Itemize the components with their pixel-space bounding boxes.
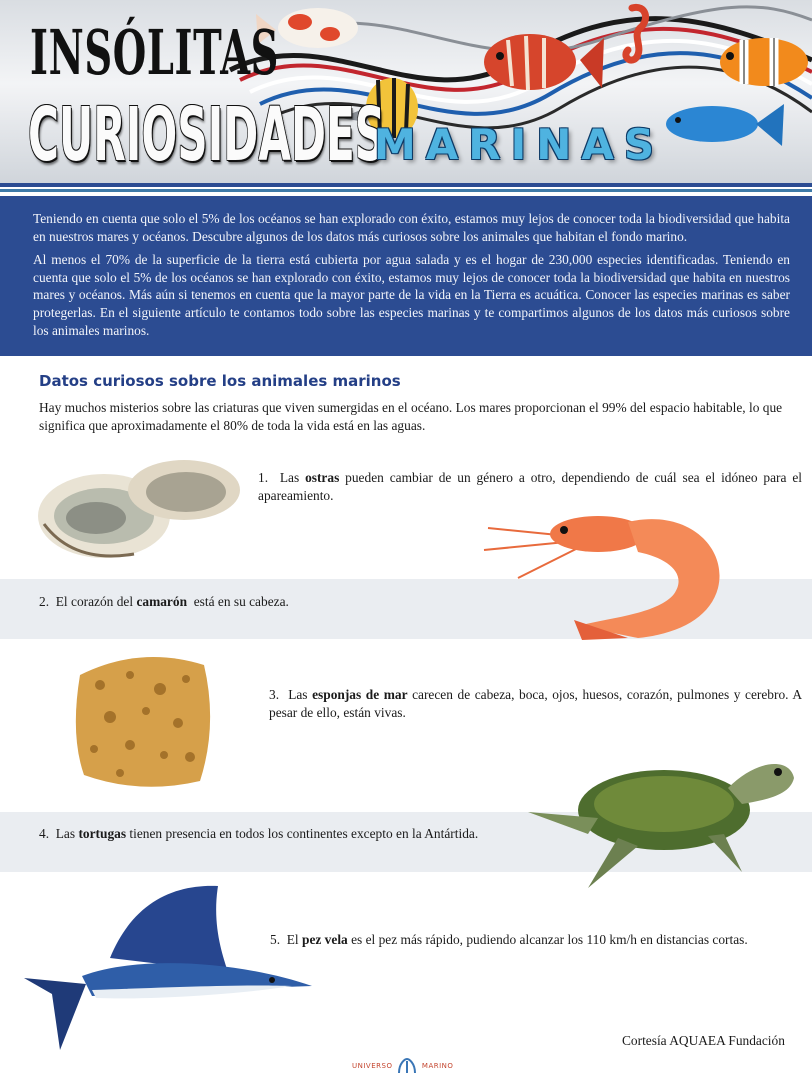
section-text: Hay muchos misterios sobre las criaturas que viven sumergidas en el océano. Los mares proporcionan el 99% del espacio habitable, lo que significa que aproximadamente el 80% de toda la vida está en las aguas. [39, 400, 783, 433]
fact-text: pueden cambiar de un género a otro, dependiendo de cuál sea el idóneo para el apareamiento. [258, 470, 802, 503]
blue-fish-icon [666, 104, 784, 146]
fact-number: 2. [39, 594, 50, 609]
title-marinas: MARINAS [374, 120, 665, 169]
section-heading: Datos curiosos sobre los animales marinos [39, 372, 401, 390]
logo-text-left: UNIVERSO [352, 1062, 393, 1070]
sponge-image [60, 645, 220, 793]
credit-text: Cortesía AQUAEA Fundación [622, 1033, 785, 1048]
fact-1 [258, 469, 802, 505]
header-banner [0, 0, 812, 186]
fact-text: El corazón del [55, 594, 137, 609]
fact-text: está en su cabeza. [187, 594, 289, 609]
fact-text: Las [288, 687, 313, 702]
intro-paragraph-2: Al menos el 70% de la superficie de la tierra está cubierta por agua salada y es el hogar de 230,000 especies identificadas. Teniendo en cuenta que solo el 5% de los océanos se han explorado con éxito, estamos muy lejos de conocer toda la biodiversidad que habita en nuestros mares y océanos. Más aún si tenemos en cuenta que la mayor parte de la vida en la Tierra es acuática. Conocer las especies marinas es saber protegerlas. En el siguiente artículo te contamos todo sobre las especies marinas y te compartimos algunos de los datos más curiosos sobre los animales marinos. [33, 252, 790, 338]
title-curiosidades: CURIOSIDADES [28, 92, 386, 178]
intro-paragraph-1: Teniendo en cuenta que solo el 5% de los océanos se han explorado con éxito, estamos muy lejos de conocer toda la biodiversidad que habita en nuestros mares y océanos. Descubre algunos de los datos más curiosos sobre los animales que habitan el fondo marino. [33, 211, 790, 244]
fact-5 [270, 931, 800, 949]
fact-number: 4. [39, 826, 50, 841]
fact-keyword: pez vela [302, 932, 348, 947]
shrimp-image [478, 508, 736, 648]
sailfish-image [22, 884, 314, 1054]
fact-keyword: camarón [136, 594, 188, 609]
fact-keyword: esponjas de mar [312, 687, 408, 702]
fact-text: carecen de cabeza, boca, ojos, huesos, corazón, pulmones y cerebro. A pesar de ello, están vivas. [269, 687, 802, 720]
intro-box [0, 196, 812, 356]
fact-text: es el pez más rápido, pudiendo alcanzar los 110 km/h en distancias cortas. [347, 932, 748, 947]
fact-4 [39, 825, 539, 843]
fact-text: Las [55, 826, 79, 841]
turtle-image [528, 738, 798, 894]
header-divider [0, 183, 812, 187]
fact-number: 1. [258, 470, 269, 485]
header-divider-thin [0, 189, 812, 192]
fact-text: Las [279, 470, 306, 485]
fact-3 [269, 686, 802, 722]
clownfish-icon [720, 38, 808, 86]
fact-2 [39, 593, 479, 611]
fact-text: tienen presencia en todos los continentes excepto en la Antártida. [126, 826, 479, 841]
fact-keyword: ostras [305, 470, 340, 485]
logo-mark-icon [395, 1057, 419, 1075]
title-insolitas: INSÓLITAS [30, 16, 280, 89]
oyster-image [34, 454, 240, 562]
fact-number: 3. [269, 687, 280, 702]
fact-text: El [286, 932, 302, 947]
fact-keyword: tortugas [78, 826, 127, 841]
logo-text-right: MARINO [421, 1062, 454, 1070]
universo-marino-logo [352, 1057, 453, 1075]
fact-number: 5. [270, 932, 281, 947]
